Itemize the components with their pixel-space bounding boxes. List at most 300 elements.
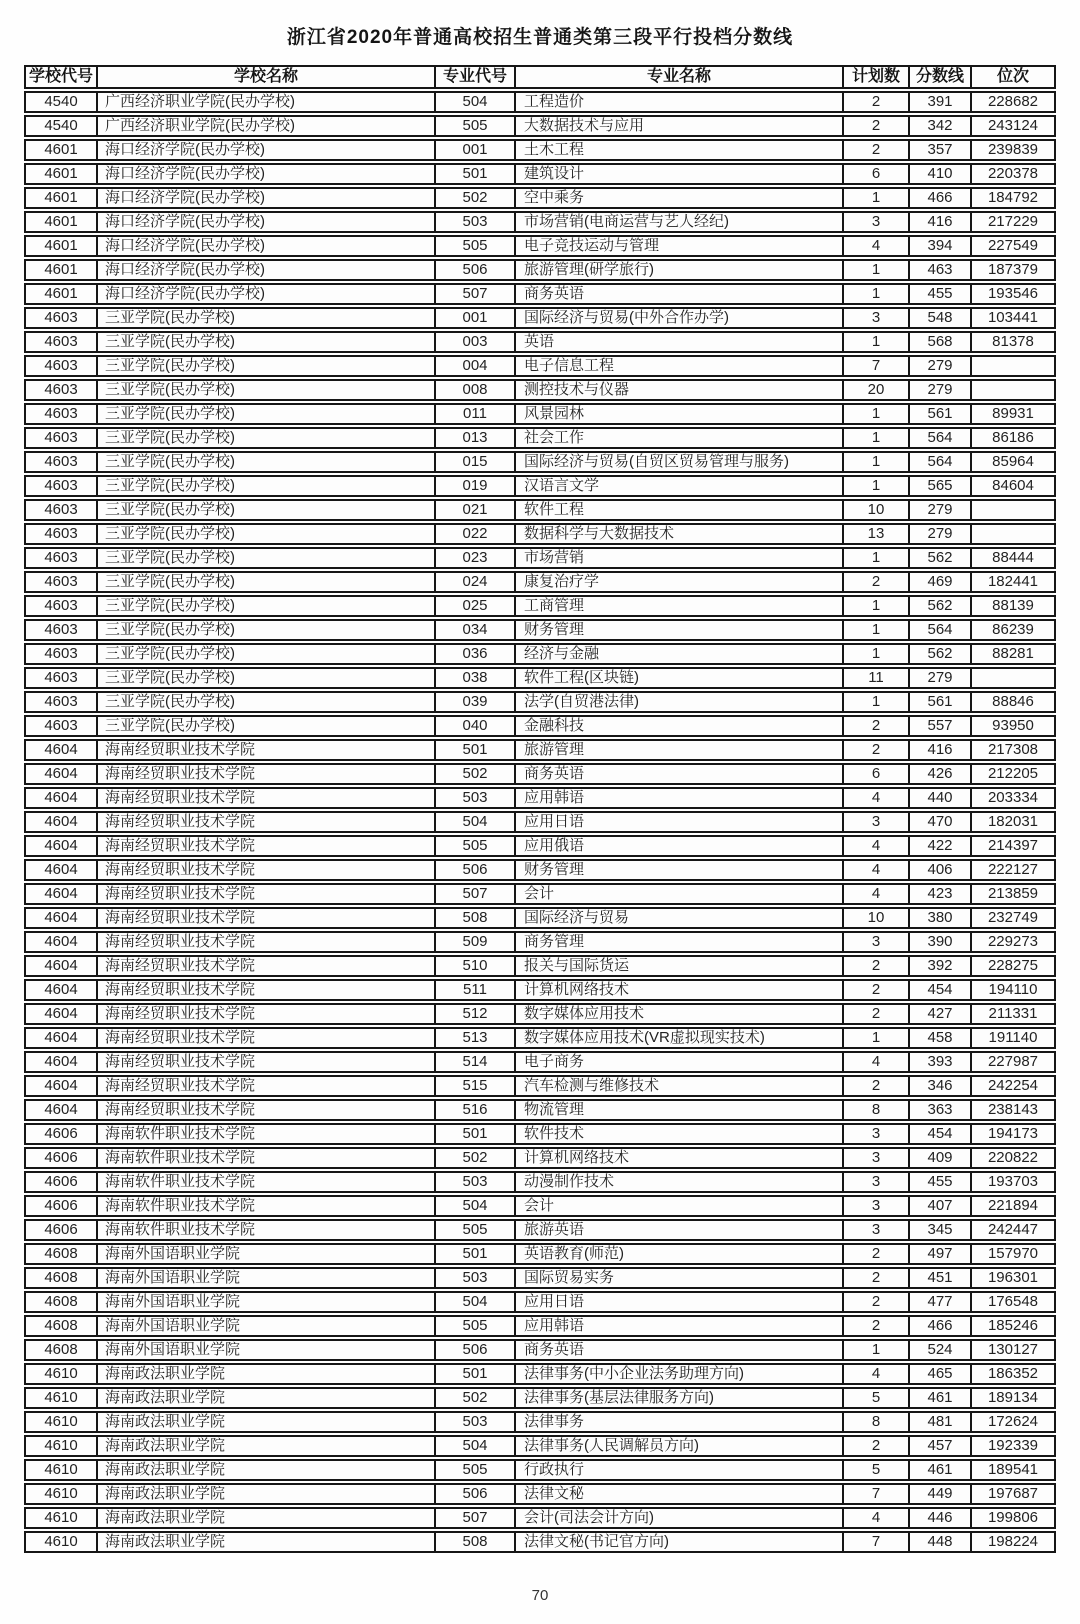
major-code-cell: 506 — [434, 1485, 514, 1503]
rank-cell: 199806 — [970, 1509, 1054, 1527]
page-title: 浙江省2020年普通高校招生普通类第三段平行投档分数线 — [286, 27, 794, 48]
table-row — [24, 1267, 1056, 1289]
school-name-cell: 海南政法职业学院 — [96, 1365, 434, 1383]
score-line-cell: 392 — [908, 957, 970, 975]
school-code-cell: 4610 — [44, 1485, 78, 1502]
plan-count-cell: 4 — [842, 1053, 908, 1071]
rank-cell: 212205 — [970, 765, 1054, 783]
major-name-cell: 应用俄语 — [514, 837, 842, 855]
school-code-cell: 4610 — [44, 1437, 78, 1454]
school-name-cell: 海南软件职业技术学院 — [96, 1173, 434, 1191]
table-row — [24, 307, 1056, 329]
school-name-cell: 海南经贸职业技术学院 — [96, 909, 434, 927]
score-line-cell: 345 — [908, 1221, 970, 1239]
table-row — [24, 1123, 1056, 1145]
school-code-cell: 4604 — [44, 1077, 78, 1094]
rank-cell: 86186 — [970, 429, 1054, 447]
score-line-cell: 440 — [908, 789, 970, 807]
school-name-cell: 海南政法职业学院 — [96, 1485, 434, 1503]
plan-count-cell: 3 — [842, 1173, 908, 1191]
school-code-cell: 4604 — [44, 1005, 78, 1022]
score-line-cell: 279 — [908, 357, 970, 375]
rank-cell: 103441 — [970, 309, 1054, 327]
school-name-cell: 海南经贸职业技术学院 — [96, 813, 434, 831]
major-code-cell: 516 — [434, 1101, 514, 1119]
school-name-cell: 海南外国语职业学院 — [96, 1317, 434, 1335]
plan-count-cell: 2 — [842, 957, 908, 975]
school-name-cell: 海口经济学院(民办学校) — [96, 285, 434, 303]
table-row — [24, 931, 1056, 953]
plan-count-cell: 2 — [842, 93, 908, 111]
school-name-cell: 海南经贸职业技术学院 — [96, 885, 434, 903]
school-name-cell: 广西经济职业学院(民办学校) — [96, 117, 434, 135]
major-name-cell: 法律文秘 — [514, 1485, 842, 1503]
header-rank: 位次 — [970, 67, 1054, 87]
school-code-cell: 4603 — [44, 381, 78, 398]
school-code-cell: 4601 — [44, 189, 78, 206]
rank-cell: 238143 — [970, 1101, 1054, 1119]
table-row — [24, 1075, 1056, 1097]
rank-cell: 88281 — [970, 645, 1054, 663]
school-code-cell: 4603 — [44, 429, 78, 446]
school-name-cell: 海南经贸职业技术学院 — [96, 837, 434, 855]
school-name-cell: 海南政法职业学院 — [96, 1413, 434, 1431]
plan-count-cell: 7 — [842, 1485, 908, 1503]
school-name-cell: 海南政法职业学院 — [96, 1437, 434, 1455]
score-line-cell: 391 — [908, 93, 970, 111]
table-row — [24, 139, 1056, 161]
school-code-cell: 4601 — [44, 285, 78, 302]
rank-cell: 227549 — [970, 237, 1054, 255]
school-name-cell: 海南经贸职业技术学院 — [96, 861, 434, 879]
school-code-cell: 4601 — [44, 237, 78, 254]
major-code-cell: 034 — [434, 621, 514, 639]
score-line-cell: 561 — [908, 405, 970, 423]
school-code-cell: 4610 — [44, 1389, 78, 1406]
table-row — [24, 475, 1056, 497]
school-code-cell: 4604 — [44, 789, 78, 806]
table-row — [24, 1171, 1056, 1193]
major-name-cell: 财务管理 — [514, 861, 842, 879]
score-line-cell: 422 — [908, 837, 970, 855]
major-name-cell: 电子信息工程 — [514, 357, 842, 375]
score-line-cell: 454 — [908, 981, 970, 999]
table-row — [24, 1195, 1056, 1217]
plan-count-cell: 6 — [842, 765, 908, 783]
major-code-cell: 501 — [434, 165, 514, 183]
major-code-cell: 504 — [434, 1293, 514, 1311]
plan-count-cell: 8 — [842, 1413, 908, 1431]
school-name-cell: 三亚学院(民办学校) — [96, 309, 434, 327]
plan-count-cell: 2 — [842, 117, 908, 135]
major-code-cell: 024 — [434, 573, 514, 591]
school-name-cell: 海南经贸职业技术学院 — [96, 1101, 434, 1119]
score-line-cell: 363 — [908, 1101, 970, 1119]
plan-count-cell: 4 — [842, 1365, 908, 1383]
table-row — [24, 1315, 1056, 1337]
score-line-cell: 423 — [908, 885, 970, 903]
school-code-cell: 4604 — [44, 741, 78, 758]
school-code-cell: 4601 — [44, 261, 78, 278]
school-code-cell: 4604 — [44, 765, 78, 782]
plan-count-cell: 1 — [842, 645, 908, 663]
school-code-cell: 4540 — [44, 93, 78, 110]
major-name-cell: 会计(司法会计方向) — [514, 1509, 842, 1527]
major-name-cell: 康复治疗学 — [514, 573, 842, 591]
rank-cell: 228682 — [970, 93, 1054, 111]
rank-cell: 239839 — [970, 141, 1054, 159]
school-code-cell: 4603 — [44, 405, 78, 422]
school-name-cell: 海南软件职业技术学院 — [96, 1197, 434, 1215]
table-row — [24, 1483, 1056, 1505]
major-code-cell: 514 — [434, 1053, 514, 1071]
rank-cell: 172624 — [970, 1413, 1054, 1431]
plan-count-cell: 3 — [842, 813, 908, 831]
major-name-cell: 商务英语 — [514, 765, 842, 783]
page-number: 70 — [531, 1587, 549, 1604]
school-name-cell: 三亚学院(民办学校) — [96, 717, 434, 735]
school-name-cell: 海口经济学院(民办学校) — [96, 141, 434, 159]
major-name-cell: 汉语言文学 — [514, 477, 842, 495]
school-code-cell: 4608 — [44, 1245, 78, 1262]
rank-cell: 242254 — [970, 1077, 1054, 1095]
major-name-cell: 旅游管理 — [514, 741, 842, 759]
plan-count-cell: 2 — [842, 1245, 908, 1263]
school-code-cell: 4606 — [44, 1221, 78, 1238]
school-code-cell: 4603 — [44, 501, 78, 518]
score-line-cell: 461 — [908, 1389, 970, 1407]
major-code-cell: 506 — [434, 1341, 514, 1359]
table-row — [24, 91, 1056, 113]
rank-cell: 198224 — [970, 1533, 1054, 1551]
score-line-cell: 562 — [908, 645, 970, 663]
major-name-cell: 商务英语 — [514, 285, 842, 303]
major-code-cell: 501 — [434, 1245, 514, 1263]
major-code-cell: 001 — [434, 309, 514, 327]
school-code-cell: 4603 — [44, 333, 78, 350]
rank-cell: 243124 — [970, 117, 1054, 135]
major-name-cell: 空中乘务 — [514, 189, 842, 207]
school-code-cell: 4604 — [44, 861, 78, 878]
header-major-name: 专业名称 — [514, 67, 842, 87]
school-name-cell: 海南外国语职业学院 — [96, 1293, 434, 1311]
rank-cell: 88139 — [970, 597, 1054, 615]
plan-count-cell: 20 — [842, 381, 908, 399]
plan-count-cell: 8 — [842, 1101, 908, 1119]
school-name-cell: 海南软件职业技术学院 — [96, 1149, 434, 1167]
school-name-cell: 海口经济学院(民办学校) — [96, 189, 434, 207]
plan-count-cell: 1 — [842, 189, 908, 207]
school-name-cell: 海南经贸职业技术学院 — [96, 981, 434, 999]
table-row — [24, 355, 1056, 377]
score-line-cell: 346 — [908, 1077, 970, 1095]
school-code-cell: 4610 — [44, 1533, 78, 1550]
table-row — [24, 859, 1056, 881]
header-school-code: 学校代号 — [28, 68, 93, 85]
plan-count-cell: 3 — [842, 1221, 908, 1239]
school-name-cell: 海南外国语职业学院 — [96, 1245, 434, 1263]
major-name-cell: 电子竞技运动与管理 — [514, 237, 842, 255]
major-name-cell: 行政执行 — [514, 1461, 842, 1479]
major-name-cell: 旅游英语 — [514, 1221, 842, 1239]
major-name-cell: 法律事务(中小企业法务助理方向) — [514, 1365, 842, 1383]
school-code-cell: 4603 — [44, 477, 78, 494]
plan-count-cell: 2 — [842, 1269, 908, 1287]
plan-count-cell: 2 — [842, 717, 908, 735]
school-name-cell: 海南经贸职业技术学院 — [96, 1053, 434, 1071]
score-line-cell: 454 — [908, 1125, 970, 1143]
school-name-cell: 三亚学院(民办学校) — [96, 693, 434, 711]
rank-cell: 229273 — [970, 933, 1054, 951]
major-code-cell: 504 — [434, 1437, 514, 1455]
school-name-cell: 海口经济学院(民办学校) — [96, 213, 434, 231]
table-row — [24, 667, 1056, 689]
rank-cell: 217308 — [970, 741, 1054, 759]
school-code-cell: 4608 — [44, 1269, 78, 1286]
score-line-cell: 466 — [908, 189, 970, 207]
major-code-cell: 003 — [434, 333, 514, 351]
table-row — [24, 1435, 1056, 1457]
major-name-cell: 软件工程(区块链) — [514, 669, 842, 687]
major-code-cell: 502 — [434, 189, 514, 207]
plan-count-cell: 2 — [842, 1005, 908, 1023]
plan-count-cell: 1 — [842, 549, 908, 567]
table-row — [24, 427, 1056, 449]
major-code-cell: 013 — [434, 429, 514, 447]
score-line-cell: 390 — [908, 933, 970, 951]
major-name-cell: 国际经济与贸易(中外合作办学) — [514, 309, 842, 327]
major-code-cell: 501 — [434, 1125, 514, 1143]
table-row — [24, 1531, 1056, 1553]
major-name-cell: 建筑设计 — [514, 165, 842, 183]
school-name-cell: 海南软件职业技术学院 — [96, 1221, 434, 1239]
school-code-cell: 4540 — [44, 117, 78, 134]
major-name-cell: 社会工作 — [514, 429, 842, 447]
major-name-cell: 数字媒体应用技术 — [514, 1005, 842, 1023]
major-name-cell: 工商管理 — [514, 597, 842, 615]
score-line-cell: 451 — [908, 1269, 970, 1287]
major-name-cell: 工程造价 — [514, 93, 842, 111]
school-name-cell: 三亚学院(民办学校) — [96, 525, 434, 543]
plan-count-cell: 1 — [842, 477, 908, 495]
score-line-cell: 427 — [908, 1005, 970, 1023]
plan-count-cell: 2 — [842, 1077, 908, 1095]
major-name-cell: 数字媒体应用技术(VR虚拟现实技术) — [514, 1029, 842, 1047]
table-header-row — [24, 65, 1056, 89]
plan-count-cell: 6 — [842, 165, 908, 183]
plan-count-cell: 2 — [842, 1293, 908, 1311]
rank-cell — [970, 525, 1054, 543]
table-row — [24, 763, 1056, 785]
score-line-cell: 465 — [908, 1365, 970, 1383]
school-code-cell: 4603 — [44, 525, 78, 542]
school-code-cell: 4610 — [44, 1413, 78, 1430]
table-row — [24, 1507, 1056, 1529]
school-name-cell: 三亚学院(民办学校) — [96, 645, 434, 663]
score-line-cell: 565 — [908, 477, 970, 495]
major-name-cell: 市场营销 — [514, 549, 842, 567]
table-row — [24, 331, 1056, 353]
school-name-cell: 海南外国语职业学院 — [96, 1269, 434, 1287]
school-name-cell: 海南经贸职业技术学院 — [96, 1005, 434, 1023]
school-name-cell: 三亚学院(民办学校) — [96, 669, 434, 687]
table-row — [24, 643, 1056, 665]
school-name-cell: 三亚学院(民办学校) — [96, 381, 434, 399]
school-code-cell: 4603 — [44, 597, 78, 614]
school-name-cell: 海口经济学院(民办学校) — [96, 165, 434, 183]
rank-cell: 227987 — [970, 1053, 1054, 1071]
header-score-line: 分数线 — [908, 67, 970, 87]
major-code-cell: 504 — [434, 813, 514, 831]
plan-count-cell: 3 — [842, 1197, 908, 1215]
major-name-cell: 法律事务(人民调解员方向) — [514, 1437, 842, 1455]
scores-table — [24, 65, 1056, 1553]
school-code-cell: 4604 — [44, 1101, 78, 1118]
major-code-cell: 022 — [434, 525, 514, 543]
plan-count-cell: 1 — [842, 1029, 908, 1047]
rank-cell: 228275 — [970, 957, 1054, 975]
table-row — [24, 403, 1056, 425]
major-name-cell: 金融科技 — [514, 717, 842, 735]
rank-cell: 193703 — [970, 1173, 1054, 1191]
table-row — [24, 787, 1056, 809]
major-code-cell: 507 — [434, 885, 514, 903]
major-name-cell: 国际经济与贸易 — [514, 909, 842, 927]
rank-cell: 189541 — [970, 1461, 1054, 1479]
major-code-cell: 502 — [434, 1389, 514, 1407]
school-code-cell: 4610 — [44, 1365, 78, 1382]
major-code-cell: 509 — [434, 933, 514, 951]
major-name-cell: 会计 — [514, 885, 842, 903]
major-name-cell: 应用日语 — [514, 1293, 842, 1311]
plan-count-cell: 1 — [842, 597, 908, 615]
school-name-cell: 三亚学院(民办学校) — [96, 621, 434, 639]
table-row — [24, 1003, 1056, 1025]
major-name-cell: 计算机网络技术 — [514, 981, 842, 999]
score-line-cell: 497 — [908, 1245, 970, 1263]
major-name-cell: 法律事务 — [514, 1413, 842, 1431]
table-row — [24, 1027, 1056, 1049]
table-body — [24, 91, 1056, 1553]
school-code-cell: 4610 — [44, 1461, 78, 1478]
table-row — [24, 1099, 1056, 1121]
rank-cell: 194173 — [970, 1125, 1054, 1143]
rank-cell: 222127 — [970, 861, 1054, 879]
major-code-cell: 503 — [434, 1269, 514, 1287]
school-code-cell: 4608 — [44, 1317, 78, 1334]
score-line-cell: 564 — [908, 621, 970, 639]
header-plan-count: 计划数 — [842, 67, 908, 87]
rank-cell: 213859 — [970, 885, 1054, 903]
plan-count-cell: 1 — [842, 405, 908, 423]
score-line-cell: 481 — [908, 1413, 970, 1431]
major-code-cell: 511 — [434, 981, 514, 999]
major-code-cell: 019 — [434, 477, 514, 495]
plan-count-cell: 2 — [842, 741, 908, 759]
table-row — [24, 1459, 1056, 1481]
school-name-cell: 三亚学院(民办学校) — [96, 453, 434, 471]
table-row — [24, 235, 1056, 257]
rank-cell: 220378 — [970, 165, 1054, 183]
school-code-cell: 4603 — [44, 549, 78, 566]
score-line-cell: 410 — [908, 165, 970, 183]
major-code-cell: 501 — [434, 1365, 514, 1383]
school-code-cell: 4603 — [44, 717, 78, 734]
rank-cell: 84604 — [970, 477, 1054, 495]
score-line-cell: 409 — [908, 1149, 970, 1167]
table-row — [24, 955, 1056, 977]
school-code-cell: 4601 — [44, 165, 78, 182]
rank-cell: 176548 — [970, 1293, 1054, 1311]
score-line-cell: 279 — [908, 669, 970, 687]
plan-count-cell: 4 — [842, 237, 908, 255]
score-line-cell: 470 — [908, 813, 970, 831]
major-code-cell: 506 — [434, 261, 514, 279]
rank-cell: 182031 — [970, 813, 1054, 831]
table-row — [24, 739, 1056, 761]
major-name-cell: 商务管理 — [514, 933, 842, 951]
rank-cell — [970, 381, 1054, 399]
plan-count-cell: 4 — [842, 885, 908, 903]
score-line-cell: 380 — [908, 909, 970, 927]
plan-count-cell: 7 — [842, 357, 908, 375]
major-name-cell: 软件工程 — [514, 501, 842, 519]
major-code-cell: 025 — [434, 597, 514, 615]
score-line-cell: 557 — [908, 717, 970, 735]
rank-cell: 186352 — [970, 1365, 1054, 1383]
major-code-cell: 505 — [434, 117, 514, 135]
school-name-cell: 海南经贸职业技术学院 — [96, 957, 434, 975]
major-code-cell: 510 — [434, 957, 514, 975]
plan-count-cell: 11 — [842, 669, 908, 687]
major-code-cell: 023 — [434, 549, 514, 567]
rank-cell: 81378 — [970, 333, 1054, 351]
major-code-cell: 503 — [434, 1173, 514, 1191]
rank-cell: 203334 — [970, 789, 1054, 807]
score-line-cell: 564 — [908, 429, 970, 447]
rank-cell — [970, 357, 1054, 375]
header-school-name: 学校名称 — [96, 67, 434, 87]
major-code-cell: 515 — [434, 1077, 514, 1095]
score-line-cell: 279 — [908, 381, 970, 399]
school-code-cell: 4601 — [44, 141, 78, 158]
table-row — [24, 379, 1056, 401]
plan-count-cell: 1 — [842, 285, 908, 303]
school-name-cell: 海口经济学院(民办学校) — [96, 237, 434, 255]
school-code-cell: 4604 — [44, 981, 78, 998]
major-code-cell: 505 — [434, 1221, 514, 1239]
school-name-cell: 海南政法职业学院 — [96, 1461, 434, 1479]
plan-count-cell: 7 — [842, 1533, 908, 1551]
major-code-cell: 504 — [434, 93, 514, 111]
table-row — [24, 547, 1056, 569]
major-code-cell: 508 — [434, 909, 514, 927]
table-row — [24, 883, 1056, 905]
table-row — [24, 115, 1056, 137]
plan-count-cell: 5 — [842, 1389, 908, 1407]
major-code-cell: 502 — [434, 765, 514, 783]
major-code-cell: 021 — [434, 501, 514, 519]
rank-cell: 189134 — [970, 1389, 1054, 1407]
table-row — [24, 1387, 1056, 1409]
school-name-cell: 海南经贸职业技术学院 — [96, 1029, 434, 1047]
school-code-cell: 4604 — [44, 1053, 78, 1070]
school-code-cell: 4606 — [44, 1173, 78, 1190]
rank-cell: 242447 — [970, 1221, 1054, 1239]
score-line-cell: 448 — [908, 1533, 970, 1551]
score-line-cell: 446 — [908, 1509, 970, 1527]
rank-cell: 214397 — [970, 837, 1054, 855]
